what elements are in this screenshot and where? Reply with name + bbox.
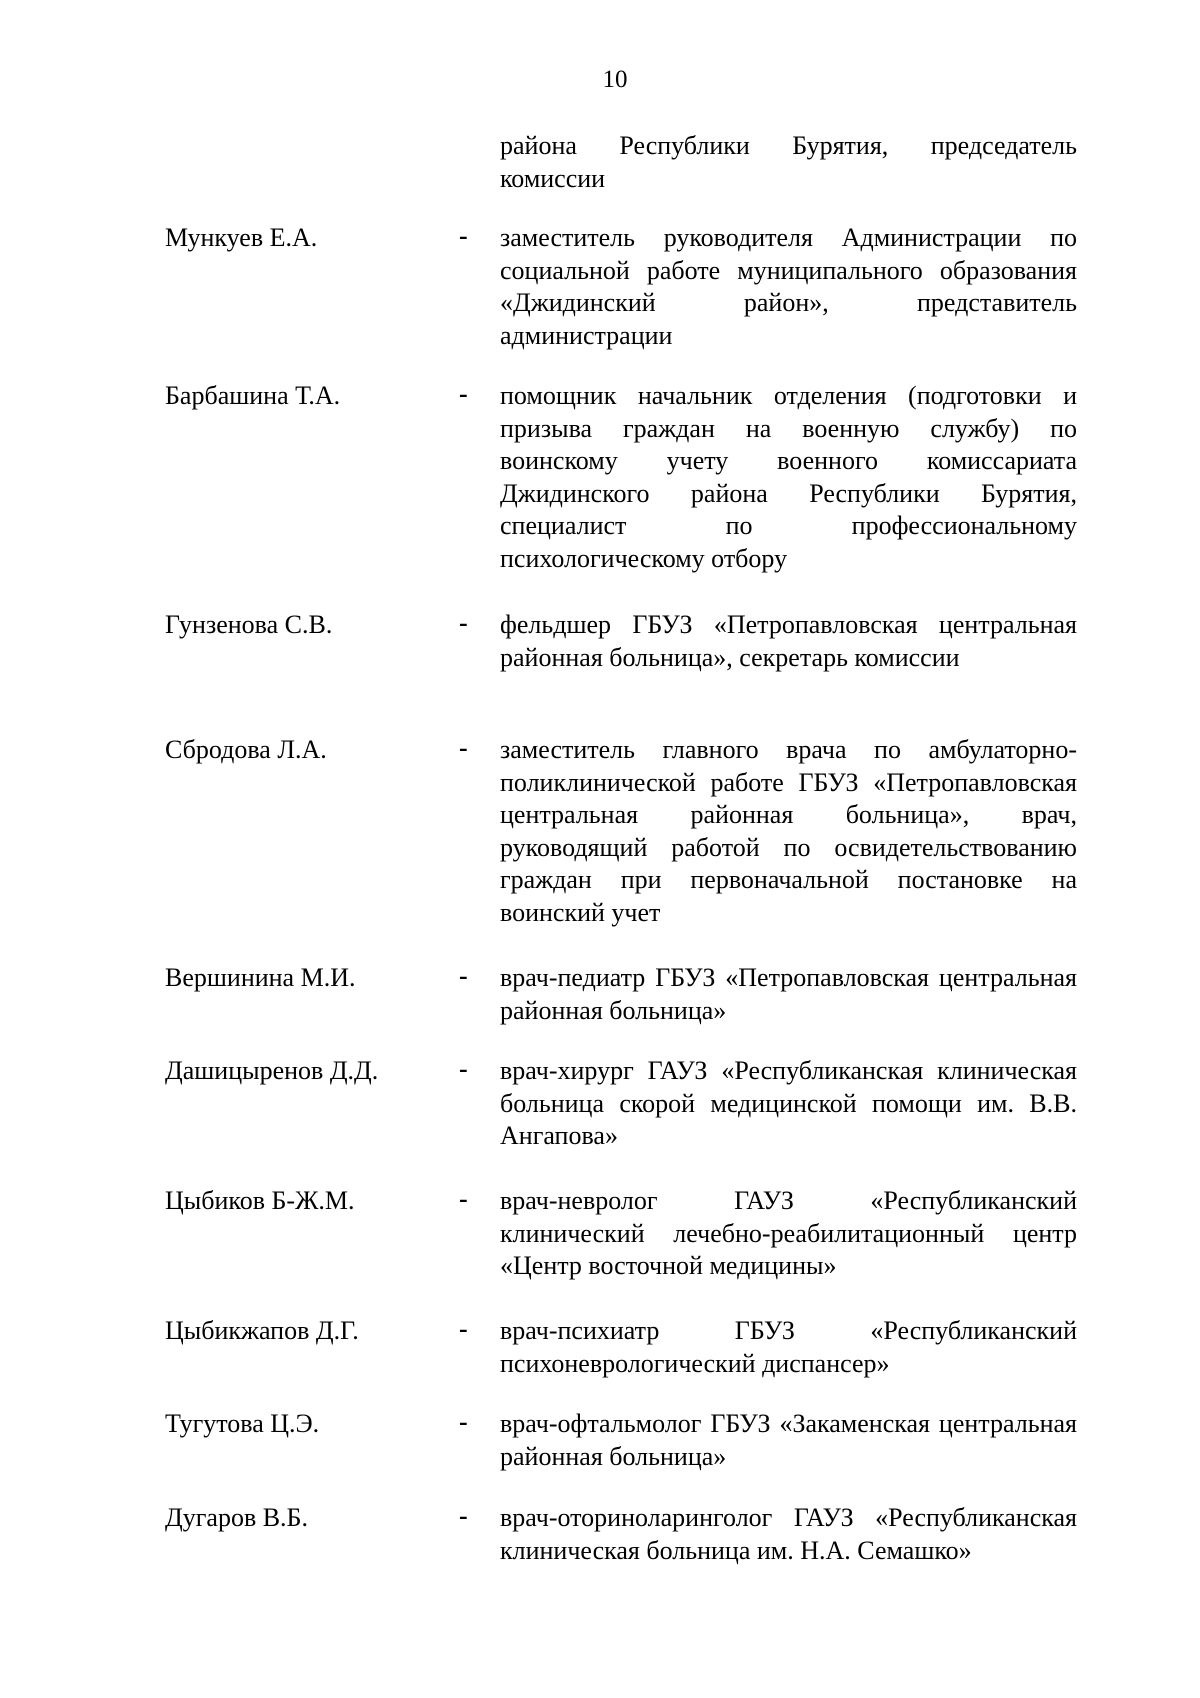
separator-dash: - [459,733,468,762]
member-description: заместитель руководителя Администрации по социальной работе муниципального образования «Джидинский район», представитель администрации [500,223,1077,350]
separator-dash: - [459,1314,468,1343]
member-description: фельдшер ГБУЗ «Петропавловская центральная районная больница», секретарь комиссии [500,610,1077,672]
member-description: врач-невролог ГАУЗ «Республиканский клинический лечебно-реабилитационный центр «Центр восточной медицины» [500,1186,1077,1280]
separator-dash: - [459,608,468,637]
member-name: Мункуев Е.А. [165,223,318,252]
member-name: Дашицыренов Д.Д. [165,1056,379,1085]
member-name: Вершинина М.И. [165,963,356,992]
separator-dash: - [459,1501,468,1530]
member-description: врач-хирург ГАУЗ «Республиканская клиническая больница скорой медицинской помощи им. В.В. Ангапова» [500,1056,1077,1150]
member-description: врач-офтальмолог ГБУЗ «Закаменская центральная районная больница» [500,1409,1077,1471]
member-description: врач-оториноларинголог ГАУЗ «Республиканская клиническая больница им. Н.А. Семашко» [500,1503,1077,1565]
member-name: Цыбиков Б-Ж.М. [165,1186,355,1215]
page-number: 10 [602,66,628,93]
member-name: Цыбикжапов Д.Г. [165,1316,359,1345]
member-description: помощник начальник отделения (подготовки и призыва граждан на военную службу) по воинскому учету военного комиссариата Джидинского района Республики Бурятия, специалист по профессиональному психологическому отбору [500,381,1077,573]
member-name: Гунзенова С.В. [165,610,333,639]
separator-dash: - [459,1184,468,1213]
separator-dash: - [459,379,468,408]
separator-dash: - [459,1054,468,1083]
separator-dash: - [459,961,468,990]
separator-dash: - [459,1407,468,1436]
member-name: Барбашина Т.А. [165,381,341,410]
member-name: Дугаров В.Б. [165,1503,308,1532]
member-description: заместитель главного врача по амбулаторно-поликлинической работе ГБУЗ «Петропавловская центральная районная больница», врач, руководящий работой по освидетельствованию граждан при первоначальной постановке на воинский учет [500,735,1077,927]
member-description: врач-педиатр ГБУЗ «Петропавловская центральная районная больница» [500,963,1077,1025]
separator-dash: - [459,221,468,250]
member-description: врач-психиатр ГБУЗ «Республиканский психоневрологический диспансер» [500,1316,1077,1378]
member-name: Тугутова Ц.Э. [165,1409,320,1438]
continuation-text: района Республики Бурятия, председатель комиссии [500,131,1077,193]
member-name: Сбродова Л.А. [165,735,327,764]
